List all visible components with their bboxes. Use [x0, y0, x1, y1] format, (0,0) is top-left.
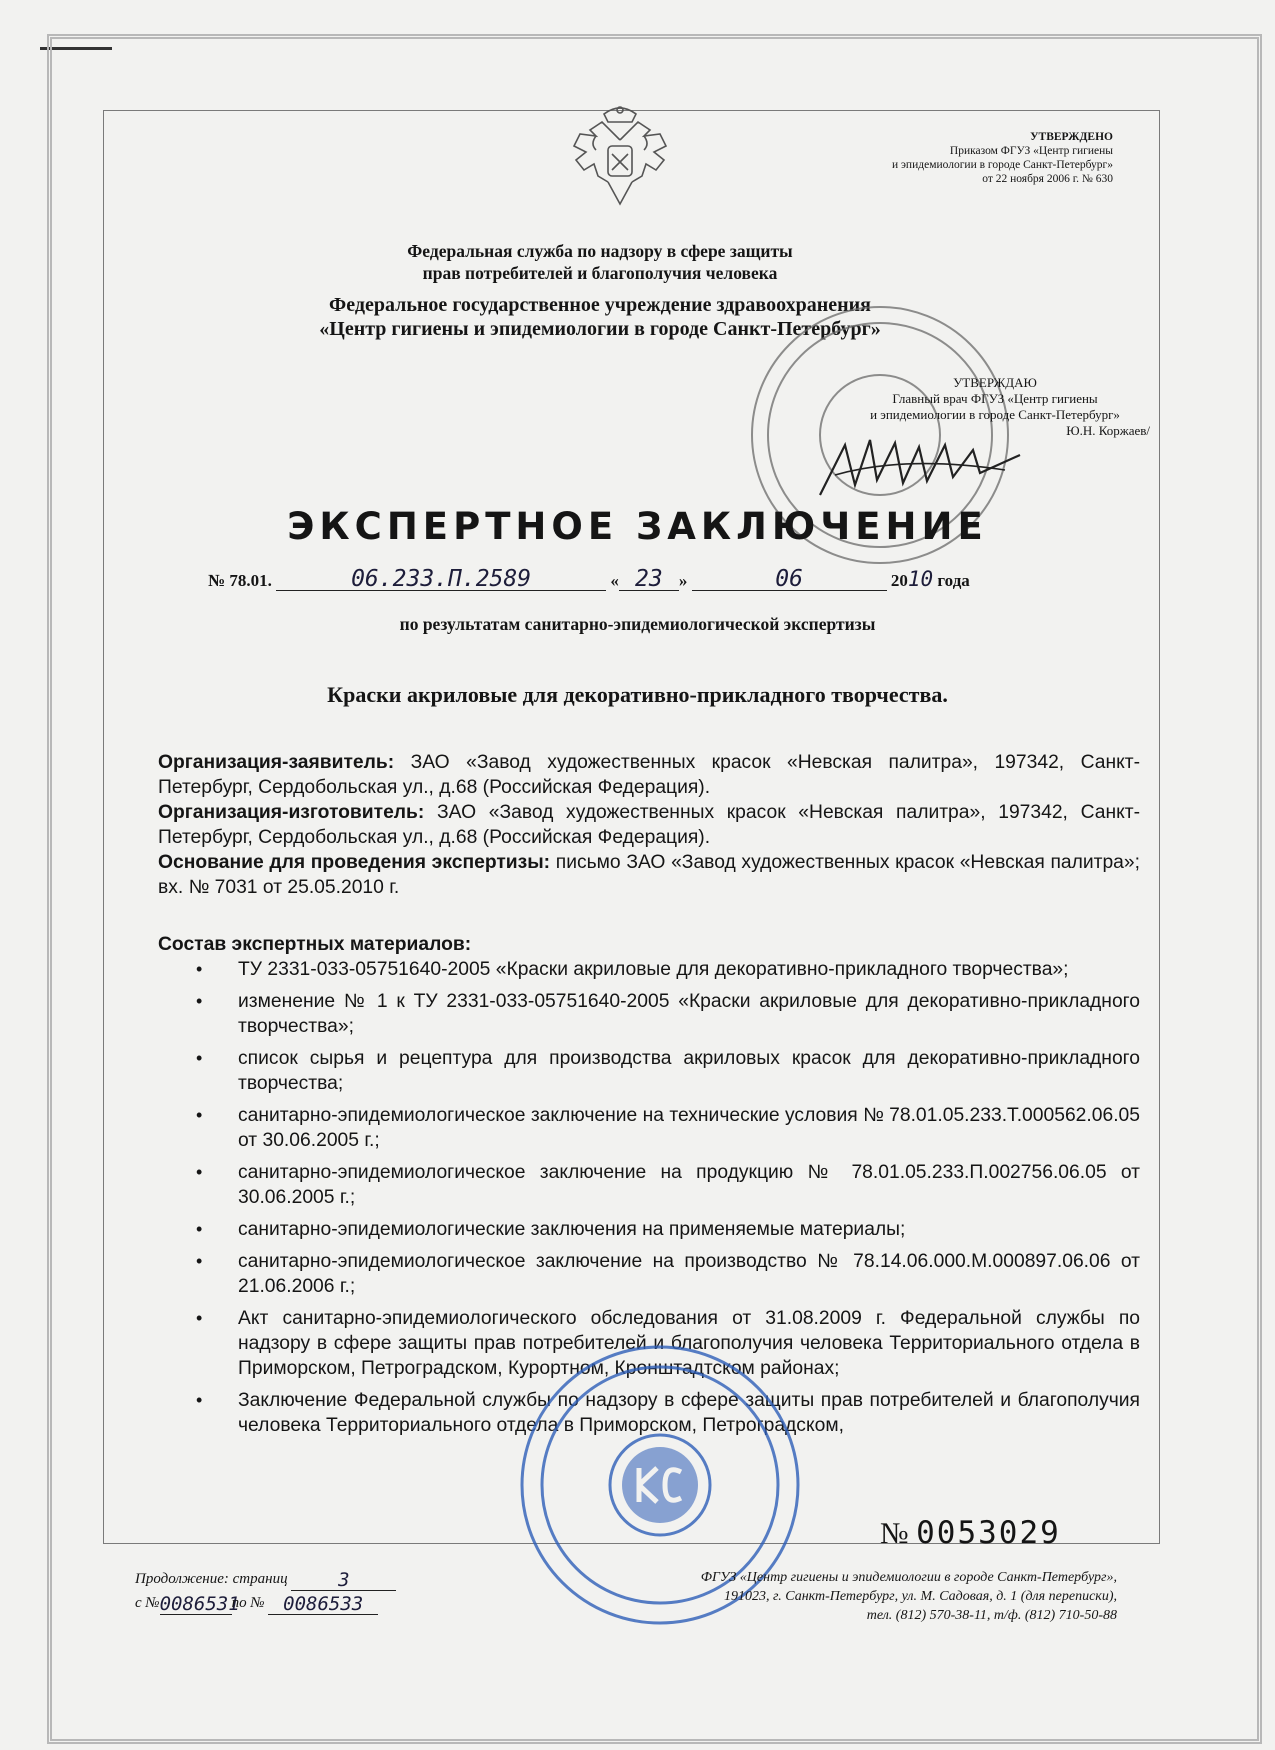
basis-text: письмо ЗАО «Завод художественных красок «Невская палитра»; вх. № 7031 от 25.05.2010 г.: [158, 852, 1140, 898]
serial-number: 0053029: [916, 1515, 1061, 1551]
list-item-text: ТУ 2331-033-05751640-2005 «Краски акриловые для декоративно-прикладного творчества»;: [238, 959, 1069, 980]
basis-label: Основание для проведения экспертизы:: [158, 852, 551, 873]
materials-heading: Состав экспертных материалов:: [158, 934, 472, 955]
agency-line: прав потребителей и благополучия человека: [422, 263, 778, 283]
list-item: [158, 1046, 1140, 1096]
issue-year: 10: [907, 567, 934, 591]
stamp-line: и эпидемиологии в городе Санкт-Петербург»: [870, 407, 1120, 422]
approval-line: от 22 ноября 2006 г. № 630: [982, 173, 1113, 185]
footer-line: 191023, г. Санкт-Петербург, ул. М. Садовая, д. 1 (для переписки),: [723, 1589, 1117, 1604]
to-label: по №: [231, 1595, 265, 1611]
bullet-icon: •: [196, 1251, 203, 1271]
list-item: [158, 957, 1140, 982]
agency-line: Федеральное государственное учреждение здравоохранения: [329, 294, 871, 316]
issue-day: 23: [619, 568, 679, 591]
agency-federal-service: [240, 240, 960, 284]
bullet-icon: •: [196, 1162, 203, 1182]
registration-number: 06.233.П.2589: [276, 568, 606, 591]
issue-month: 06: [692, 568, 887, 591]
year-suffix: года: [937, 571, 970, 590]
to-value: 0086533: [268, 1594, 378, 1615]
applicant-text: ЗАО «Завод художественных красок «Невская палитра», 197342, Санкт-Петербург, Сердобольская ул., д.68 (Российская Федерация).: [158, 752, 1140, 798]
applicant-paragraph: [158, 750, 1140, 800]
basis-paragraph: [158, 850, 1140, 900]
list-item-text: санитарно-эпидемиологические заключения на применяемые материалы;: [238, 1219, 906, 1240]
footer-address: [617, 1568, 1117, 1625]
list-item: [158, 1103, 1140, 1153]
continuation-range-row: [135, 1591, 396, 1615]
list-item-text: санитарно-эпидемиологическое заключение на технические условия № 78.01.05.233.Т.000562.06.05 от 30.06.2005 г.;: [238, 1105, 1140, 1151]
stamp-heading: УТВЕРЖДАЮ: [953, 375, 1037, 390]
list-item-text: санитарно-эпидемиологическое заключение на продукцию № 78.01.05.233.П.002756.06.05 от 30.06.2005 г.;: [238, 1162, 1140, 1208]
handwritten-signature: [815, 425, 1025, 510]
from-value: 0086531: [159, 1593, 240, 1615]
day-quote-close: »: [678, 571, 688, 590]
agency-line: «Центр гигиены и эпидемиологии в городе Санкт-Петербург»: [319, 318, 881, 340]
approval-line: Приказом ФГУЗ «Центр гигиены: [949, 145, 1113, 157]
serial-symbol: №: [880, 1517, 909, 1550]
approval-line: и эпидемиологии в городе Санкт-Петербург»: [891, 159, 1113, 171]
year-prefix: 20: [890, 571, 908, 590]
from-label: с №: [135, 1595, 160, 1611]
bullet-icon: •: [196, 991, 203, 1011]
approval-heading: УТВЕРЖДЕНО: [1030, 131, 1113, 143]
list-item-text: Акт санитарно-эпидемиологического обследования от 31.08.2009 г. Федеральной службы по надзору в сфере защиты прав потребителей и благополучия человека Территориального отдела в Приморском, Петроградском, Курортном, Кронштадтском районах;: [238, 1308, 1140, 1379]
document-subtitle: по результатам санитарно-эпидемиологической экспертизы: [399, 614, 876, 634]
list-item-text: список сырья и рецептура для производства акриловых красок для декоративно-прикладного творчества;: [238, 1048, 1140, 1094]
list-item: [158, 1160, 1140, 1210]
double-headed-eagle-emblem-icon: [560, 100, 680, 218]
day-quote-open: «: [610, 571, 619, 590]
applicant-label: Организация-заявитель:: [158, 752, 395, 773]
manufacturer-paragraph: [158, 800, 1140, 850]
bullet-icon: •: [196, 1048, 203, 1068]
agency-line: Федеральная служба по надзору в сфере защиты: [407, 241, 793, 261]
list-item-text: Заключение Федеральной службы по надзору в сфере защиты прав потребителей и благополучия человека Территориального отдела в Приморском, Петроградском,: [238, 1390, 1140, 1436]
manufacturer-label: Организация-изготовитель:: [158, 802, 425, 823]
product-name: Краски акриловые для декоративно-прикладного творчества.: [327, 682, 948, 707]
manufacturer-text: ЗАО «Завод художественных красок «Невская палитра», 197342, Санкт-Петербург, Сердобольская ул., д.68 (Российская Федерация).: [158, 802, 1140, 848]
approval-order-note: [773, 130, 1113, 186]
pages-value: 3: [291, 1570, 396, 1591]
bullet-icon: •: [196, 1308, 203, 1328]
stamp-signer: Ю.Н. Коржаев/: [1066, 423, 1150, 438]
list-item-text: санитарно-эпидемиологическое заключение на производство № 78.14.06.000.М.000897.06.06 от 21.06.2006 г.;: [238, 1251, 1140, 1297]
bullet-icon: •: [196, 959, 203, 979]
bullet-icon: •: [196, 1105, 203, 1125]
form-serial-number: [880, 1515, 1061, 1551]
pages-label: Продолжение: страниц: [135, 1571, 288, 1587]
number-prefix: № 78.01.: [208, 571, 272, 590]
list-item-text: изменение № 1 к ТУ 2331-033-05751640-2005 «Краски акриловые для декоративно-прикладного творчества»;: [238, 991, 1140, 1037]
continuation-pages-row: [135, 1567, 396, 1591]
list-item: [158, 989, 1140, 1039]
document-title: ЭКСПЕРТНОЕ ЗАКЛЮЧЕНИЕ: [287, 505, 988, 548]
list-item: [158, 1217, 1140, 1242]
bullet-icon: •: [196, 1219, 203, 1239]
list-item: [158, 1249, 1140, 1299]
footer-line: тел. (812) 570-38-11, т/ф. (812) 710-50-88: [866, 1608, 1117, 1623]
continuation-note: [135, 1567, 396, 1615]
registration-number-line: [208, 567, 970, 591]
footer-line: ФГУЗ «Центр гигиены и эпидемиологии в городе Санкт-Петербург»,: [700, 1570, 1117, 1585]
bullet-icon: •: [196, 1390, 203, 1410]
stamp-line: Главный врач ФГУЗ «Центр гигиены: [892, 391, 1098, 406]
